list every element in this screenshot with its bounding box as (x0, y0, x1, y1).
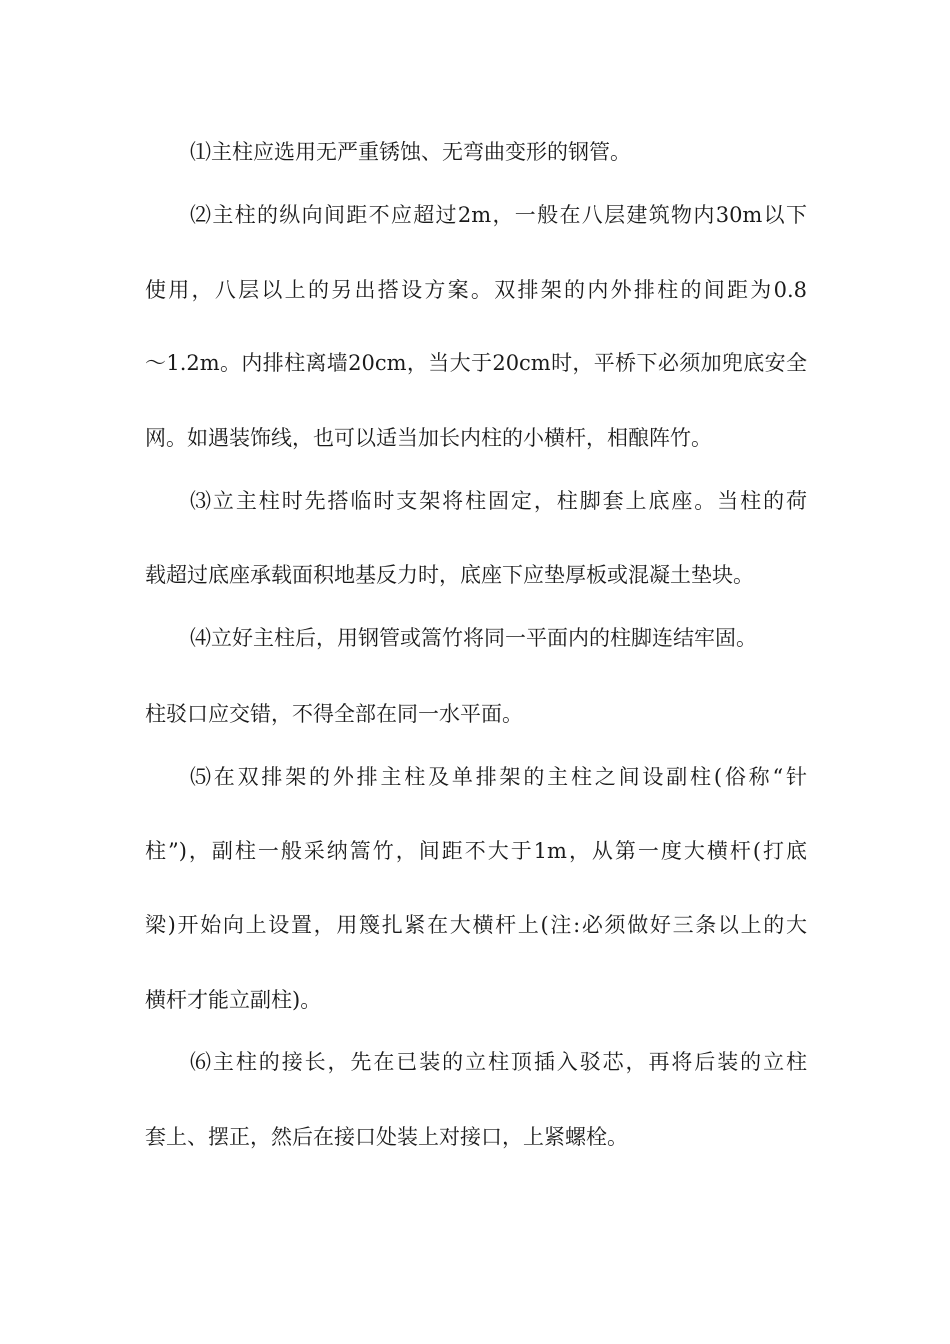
paragraph-2-line-4: 网。如遇装饰线，也可以适当加长内柱的小横杆，相酿阵竹。 (145, 426, 712, 450)
paragraph-2-line-1: ⑵主柱的纵向间距不应超过2m，一般在八层建筑物内30m以下 (190, 203, 807, 227)
paragraph-1-line-1: ⑴主柱应选用无严重锈蚀、无弯曲变形的钢管。 (190, 140, 631, 164)
paragraph-3-line-2: 载超过底座承载面积地基反力时，底座下应垫厚板或混凝土垫块。 (145, 563, 754, 587)
paragraph-3-line-1: ⑶立主柱时先搭临时支架将柱固定，柱脚套上底座。当柱的荷 (190, 489, 807, 513)
paragraph-5-line-2: 柱”)，副柱一般采纳篙竹，间距不大于1m，从第一度大横杆(打底 (145, 839, 807, 863)
paragraph-2-line-2: 使用，八层以上的另出搭设方案。双排架的内外排柱的间距为0.8 (145, 278, 807, 302)
paragraph-6-line-2: 套上、摆正，然后在接口处装上对接口，上紧螺栓。 (145, 1125, 628, 1149)
paragraph-2-line-3: ～1.2m。内排柱离墙20cm，当大于20cm时，平桥下必须加兜底安全 (145, 351, 807, 375)
paragraph-5-line-4: 横杆才能立副柱)。 (145, 988, 322, 1012)
paragraph-4-line-1: ⑷立好主柱后，用钢管或篙竹将同一平面内的柱脚连结牢固。 (190, 626, 757, 650)
paragraph-5-line-1: ⑸在双排架的外排主柱及单排架的主柱之间设副柱(俗称“针 (190, 765, 807, 789)
paragraph-4-line-2: 柱驳口应交错，不得全部在同一水平面。 (145, 702, 523, 726)
paragraph-6-line-1: ⑹主柱的接长，先在已装的立柱顶插入驳芯，再将后装的立柱 (190, 1050, 807, 1074)
paragraph-5-line-3: 梁)开始向上设置，用篾扎紧在大横杆上(注:必须做好三条以上的大 (145, 913, 807, 937)
